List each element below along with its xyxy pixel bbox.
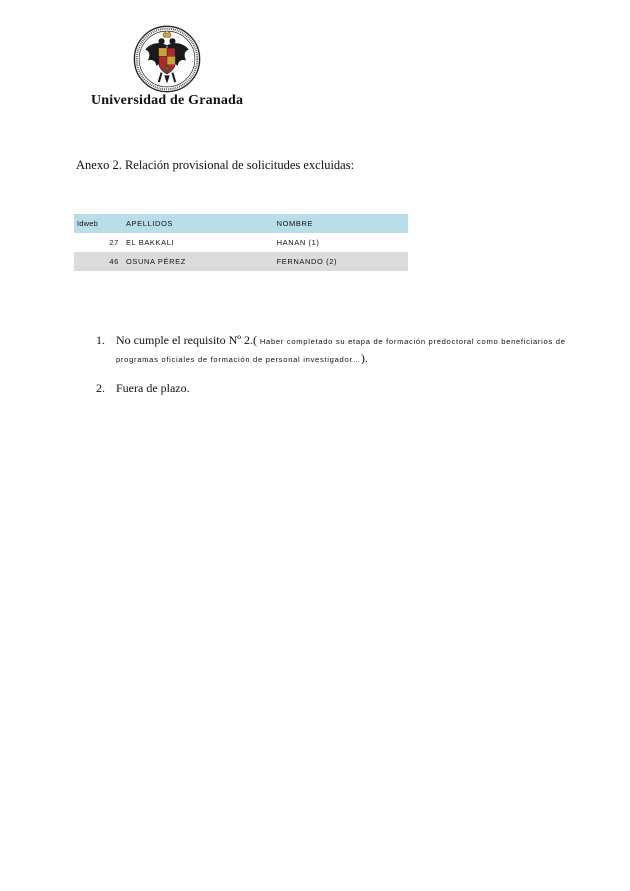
cell-apellidos: EL BAKKALI [125,238,175,247]
note-main-text: Fuera de plazo. [116,381,190,395]
note-item [96,332,566,368]
note-number: 1. [96,333,105,347]
note-main-text: No cumple el requisito Nº 2.( [116,333,258,347]
cell-idweb: 27 [109,238,119,247]
note-item [96,380,566,396]
cell-apellidos: OSUNA PÉREZ [125,257,186,266]
cell-nombre: FERNANDO (2) [276,257,338,266]
table-header-row [74,214,408,233]
document-heading: Anexo 2. Relación provisional de solicitudes excluidas: [76,158,355,172]
cell-idweb: 46 [109,257,119,266]
university-seal-icon [133,25,201,93]
table-row [74,233,408,252]
cell-nombre: HANAN (1) [276,238,320,247]
note-number: 2. [96,381,105,395]
university-name: Universidad de Granada [91,93,244,108]
column-header-idweb: Idweb [77,219,99,228]
column-header-apellidos: APELLIDOS [125,219,174,228]
table-row [74,252,408,271]
note-detail-text: Haber completado su etapa de formación predoctoral como beneficiarios de programas oficiales de formación de personal investigador… [116,337,566,364]
column-header-nombre: NOMBRE [276,219,314,228]
note-close-text: ). [360,351,368,365]
excluded-applications-table [74,214,408,271]
notes-list [96,332,566,408]
